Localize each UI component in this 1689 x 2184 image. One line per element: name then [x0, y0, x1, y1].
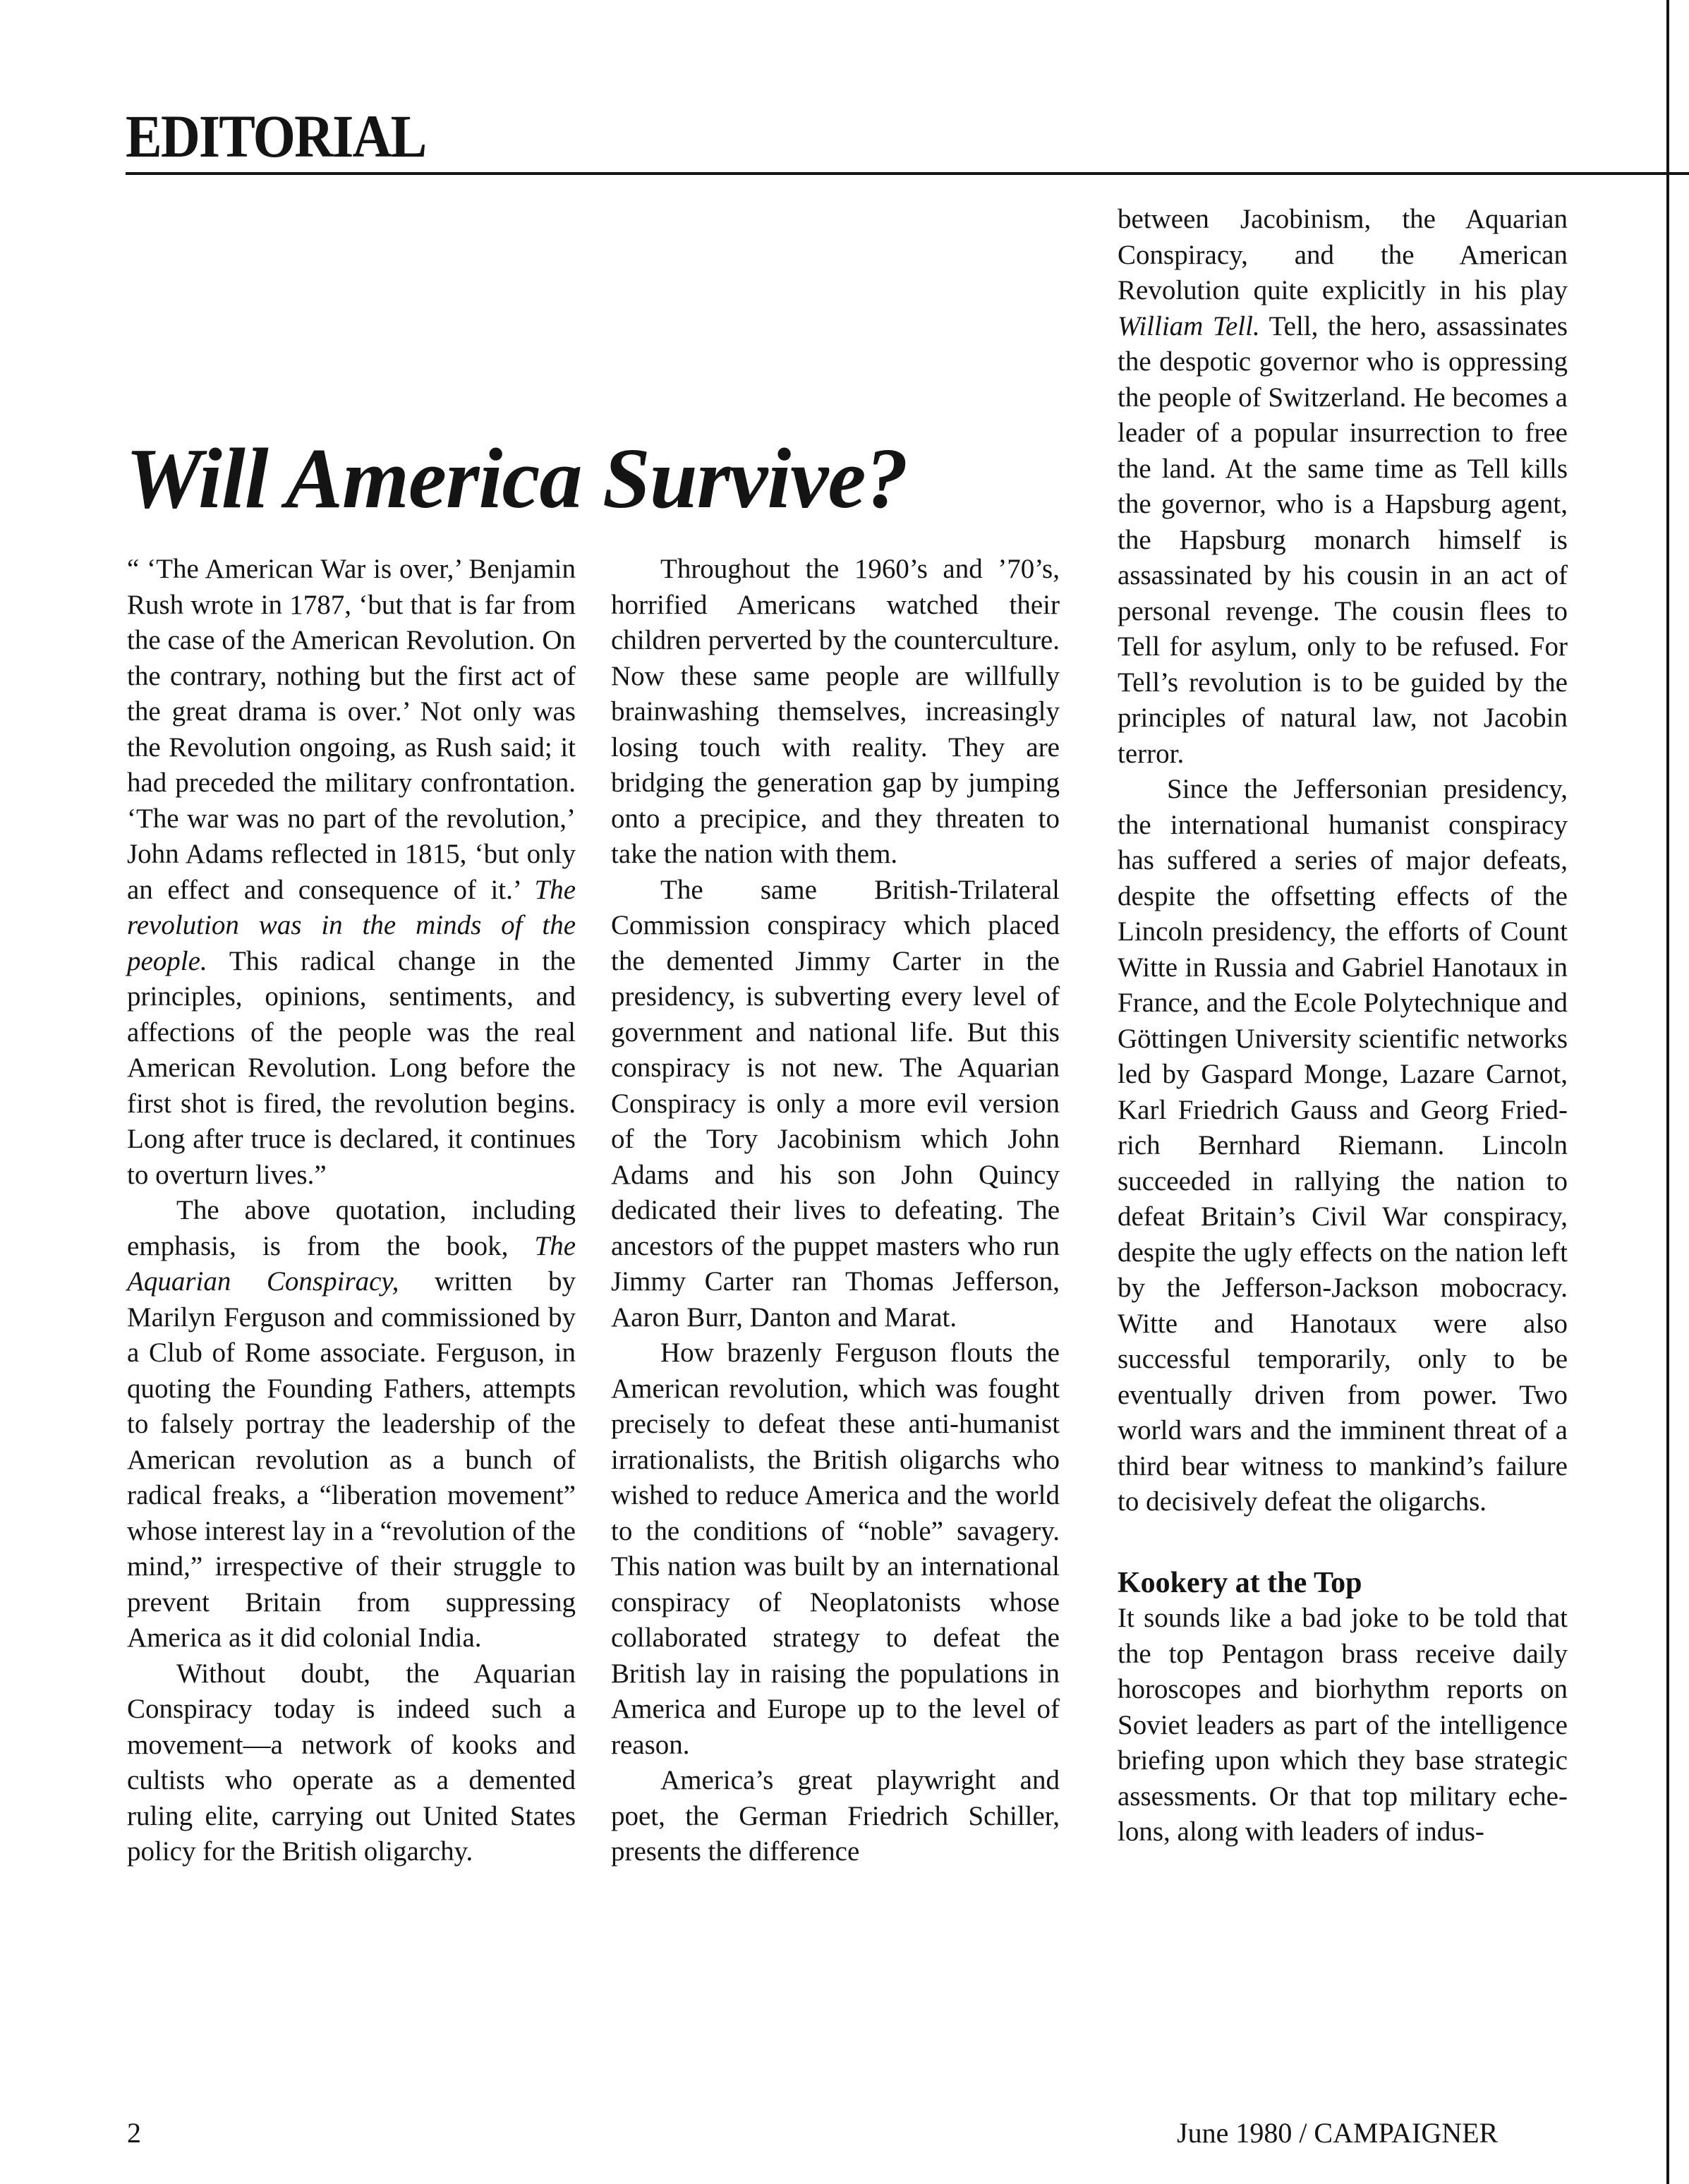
paragraph: It sounds like a bad joke to be told that the top Pentagon brass receive daily horoscopes and biorhythm reports on Soviet leaders as part of the intelligence briefing upon which they base strategic assessments. Or that top military echelons, along with leaders of indus-	[1118, 1603, 1568, 1847]
page-edge-rule	[1666, 0, 1669, 2184]
article-column-3	[1118, 202, 1568, 1850]
play-title: William Tell.	[1118, 310, 1260, 341]
article-column-1	[127, 552, 576, 1870]
paragraph: “ ‘The American War is over,’ Benjamin Rush wrote in 1787, ‘but that is far from the case of the American Revolution. On the contrary, nothing but the first act of the great drama is over.’ Not only was the Revolution ongoing, as Rush said; it had preceded the military confrontation. ‘The war was no part of the revolution,’ John Adams reflected in 1815, ‘but only an effect and consequence of it.’ The revolution was in the minds of the people. This radical change in the principles, opinions, sentiments, and affections of the people was the real American Revolution. Long before the first shot is fired, the revolution begins. Long after truce is declared, it continues to overturn lives.”	[127, 554, 576, 1190]
paragraph: America’s great playwright and poet, the German Friedrich Schiller, presents the difference	[611, 1765, 1060, 1867]
book-title: The Aquarian Conspiracy,	[127, 1230, 576, 1297]
page-number: 2	[127, 2117, 141, 2149]
paragraph: The above quotation, including emphasis, is from the book, The Aquarian Conspiracy, written by Marilyn Ferguson and commissioned by a Club of Rome associate. Ferguson, in quoting the Founding Fathers, attempts to falsely portray the leadership of the American revolution as a bunch of radical freaks, a “liberation movement” whose interest lay in a “revolution of the mind,” irrespective of their struggle to prevent Britain from suppressing America as it did colonial India.	[127, 1195, 576, 1653]
subheading: Kookery at the Top	[1118, 1566, 1362, 1599]
paragraph: between Jacobinism, the Aquarian Conspiracy, and the American Revolution quite explicitly in his play William Tell. Tell, the hero, assassinates the despotic governor who is oppressing the people of Switzerland. He becomes a leader of a popular insurrection to free the land. At the same time as Tell kills the governor, who is a Hapsburg agent, the Hapsburg monarch himself is assassinated by his cousin in an act of personal revenge. The cousin flees to Tell for asylum, only to be refused. For Tell’s revolution is to be guided by the principles of natural law, not Jacobin terror.	[1118, 204, 1568, 769]
article-headline: Will America Survive?	[126, 431, 908, 526]
paragraph: The same British-Trilateral Commission conspiracy which placed the demented Jimmy Carter in the presidency, is subverting every level of government and national life. But this conspiracy is not new. The Aquarian Conspiracy is only a more evil version of the Tory Jacobinism which John Adams and his son John Quincy dedicated their lives to defeating. The ancestors of the puppet masters who run Jimmy Carter ran Thomas Jefferson, Aaron Burr, Danton and Marat.	[611, 874, 1060, 1333]
article-column-2	[611, 552, 1060, 1870]
paragraph: Throughout the 1960’s and ’70’s, horrified Americans watched their children perverted by the counterculture. Now these same people are willfully brainwashing themselves, increasingly losing touch with reality. They are bridging the generation gap by jumping onto a precipice, and they threaten to take the nation with them.	[611, 554, 1060, 869]
section-label: EDITORIAL	[126, 102, 426, 170]
paragraph: Since the Jeffersonian presidency, the international humanist conspiracy has suffered a series of major defeats, despite the offsetting effects of the Lincoln presidency, the efforts of Count Witte in Russia and Gabriel Hanotaux in France, and the Ecole Polytechnique and Göttingen University scientific networks led by Gaspard Monge, Lazare Carnot, Karl Friedrich Gauss and Georg Friedrich Bernhard Riemann. Lincoln succeeded in rallying the nation to defeat Britain’s Civil War conspiracy, despite the ugly effects on the nation left by the Jefferson-Jackson mobocracy. Witte and Hanotaux were also successful temporarily, only to be eventually driven from power. Two world wars and the imminent threat of a third bear witness to mankind’s failure to decisively defeat the oligarchs.	[1118, 774, 1568, 1517]
header-rule	[126, 172, 1689, 175]
paragraph: How brazenly Ferguson flouts the American revolution, which was fought precisely to defeat these anti-humanist irrationalists, the British oligarchs who wished to reduce America and the world to the conditions of “noble” savagery. This nation was built by an international conspiracy of Neoplatonists whose collaborated strategy to defeat the British lay in raising the populations in America and Europe up to the level of reason.	[611, 1337, 1060, 1760]
issue-footer: June 1980 / CAMPAIGNER	[1177, 2117, 1499, 2149]
emphasis-text: The revolution was in the minds of the people.	[127, 874, 576, 976]
paragraph: Without doubt, the Aquarian Conspiracy today is indeed such a movement—a network of kooks and cultists who operate as a demented ruling elite, carrying out United States policy for the British oligarchy.	[127, 1658, 576, 1867]
